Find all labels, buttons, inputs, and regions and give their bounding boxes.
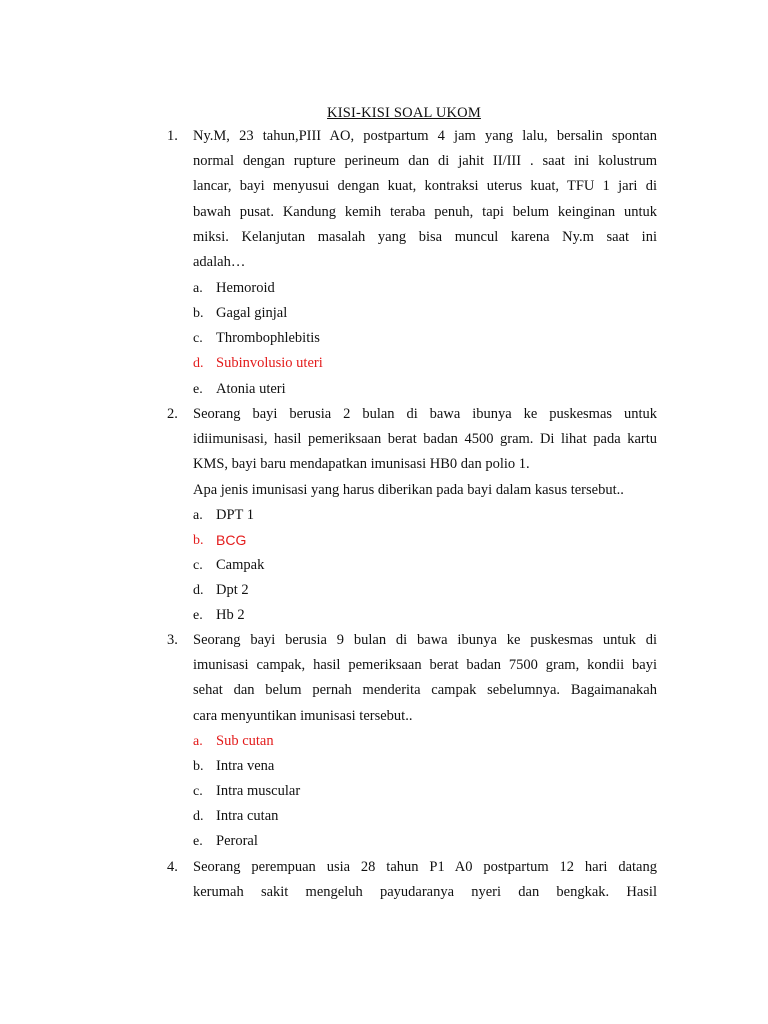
- option-letter: c.: [193, 558, 203, 573]
- question-line: lancar, bayi menyusui dengan kuat, kontraksi uterus kuat, TFU 1 jari di: [193, 178, 657, 195]
- question-line: Seorang bayi berusia 9 bulan di bawa ibunya ke puskesmas untuk di: [193, 632, 657, 648]
- option-letter: d.: [193, 809, 204, 824]
- option-2d: [0, 578, 768, 603]
- option-2b-correct-answer: [0, 528, 768, 553]
- option-2a: [0, 503, 768, 528]
- question-line: idiimunisasi, hasil pemeriksaan berat badan 4500 gram. Di lihat pada kartu: [193, 431, 657, 448]
- question-number: 1.: [167, 128, 178, 144]
- option-letter: e.: [193, 608, 203, 623]
- option-1c: [0, 326, 768, 351]
- option-letter: d.: [193, 356, 204, 371]
- question-line: cara menyuntikan imunisasi tersebut..: [193, 707, 413, 724]
- option-1a: [0, 276, 768, 301]
- option-text: Intra vena: [216, 758, 275, 774]
- option-text: Hemoroid: [216, 280, 275, 296]
- question-line: Seorang bayi berusia 2 bulan di bawa ibunya ke puskesmas untuk: [193, 406, 657, 422]
- option-text: DPT 1: [216, 507, 255, 523]
- option-letter: a.: [193, 508, 203, 523]
- option-2c: [0, 553, 768, 578]
- option-letter: e.: [193, 834, 203, 849]
- question-line: imunisasi campak, hasil pemeriksaan berat badan 7500 gram, kondii bayi: [193, 657, 657, 674]
- option-text: Gagal ginjal: [216, 305, 288, 321]
- question-line: sehat dan belum pernah menderita campak sebelumnya. Bagaimanakah: [193, 682, 657, 699]
- question-line: KMS, bayi baru mendapatkan imunisasi HB0 dan polio 1.: [193, 456, 530, 473]
- question-line: adalah…: [193, 254, 246, 271]
- option-letter: c.: [193, 331, 203, 346]
- question-number: 4.: [167, 859, 178, 875]
- question-text: [193, 628, 657, 729]
- option-3b: [0, 754, 768, 779]
- option-text: Atonia uteri: [216, 381, 286, 397]
- option-1e: [0, 377, 768, 402]
- question-line: Seorang perempuan usia 28 tahun P1 A0 postpartum 12 hari datang: [193, 859, 657, 875]
- option-3c: [0, 779, 768, 804]
- option-letter: e.: [193, 382, 203, 397]
- option-text: Subinvolusio uteri: [216, 355, 323, 371]
- option-text: Dpt 2: [216, 582, 249, 598]
- option-text: BCG: [216, 532, 247, 548]
- question-line: bawah pusat. Kandung kemih teraba penuh, tapi belum keinginan untuk: [193, 203, 657, 220]
- option-letter: a.: [193, 281, 203, 296]
- question-line: Ny.M, 23 tahun,PIII AO, postpartum 4 jam yang lalu, bersalin spontan: [193, 128, 657, 144]
- question-line: kerumah sakit mengeluh payudaranya nyeri dan bengkak. Hasil: [193, 884, 657, 901]
- option-3e: [0, 829, 768, 854]
- question-line: miksi. Kelanjutan masalah yang bisa muncul karena Ny.m saat ini: [193, 228, 657, 245]
- option-letter: c.: [193, 784, 203, 799]
- document-title: KISI-KISI SOAL UKOM: [327, 105, 481, 121]
- option-text: Peroral: [216, 833, 258, 849]
- option-text: Hb 2: [216, 607, 245, 623]
- option-text: Thrombophlebitis: [216, 330, 320, 346]
- option-2e: [0, 603, 768, 628]
- question-number: 3.: [167, 632, 178, 648]
- option-text: Campak: [216, 557, 265, 573]
- question-number: 2.: [167, 406, 178, 422]
- option-text: Intra muscular: [216, 783, 301, 799]
- option-3a-correct-answer: [0, 729, 768, 754]
- question-line: Apa jenis imunisasi yang harus diberikan pada bayi dalam kasus tersebut..: [193, 481, 624, 498]
- question-line: normal dengan rupture perineum dan di jahit II/III . saat ini kolustrum: [193, 153, 657, 170]
- question-text: [193, 124, 657, 275]
- option-1b: [0, 301, 768, 326]
- option-letter: a.: [193, 734, 203, 749]
- option-text: Sub cutan: [216, 733, 274, 749]
- question-text: [193, 402, 657, 503]
- option-letter: b.: [193, 533, 204, 548]
- option-letter: b.: [193, 759, 204, 774]
- option-letter: b.: [193, 306, 204, 321]
- option-3d: [0, 804, 768, 829]
- question-text: [193, 855, 657, 905]
- option-letter: d.: [193, 583, 204, 598]
- option-text: Intra cutan: [216, 808, 279, 824]
- option-1d-correct-answer: [0, 351, 768, 376]
